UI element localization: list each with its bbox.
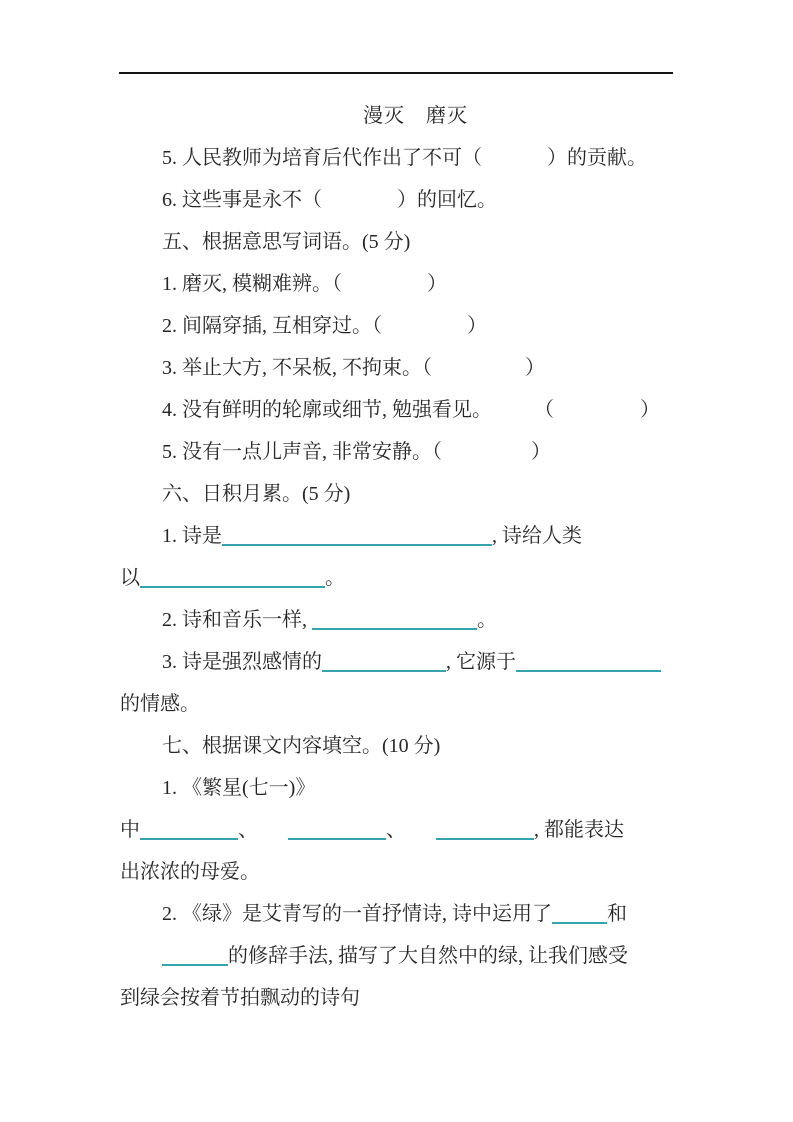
fill-text: 1. 诗是: [162, 525, 222, 547]
sentence-text: ）的回忆。: [397, 189, 497, 211]
seven-item-1-line-1: [120, 767, 673, 809]
definition-text: 2. 间隔穿插, 互相穿过。（: [162, 315, 382, 337]
fill-text: , 它源于: [446, 651, 516, 673]
definition-text: ）: [427, 273, 447, 295]
definition-text: 1. 磨灭, 模糊难辨。（: [162, 273, 342, 295]
definition-text: ）: [525, 357, 545, 379]
fill-text: 出浓浓的母爱。: [120, 861, 260, 883]
fill-text: 到绿会按着节拍飘动的诗句: [120, 987, 360, 1009]
answer-blank: [288, 838, 386, 840]
sentence-item-6: [120, 179, 673, 221]
definition-item-2: [120, 305, 673, 347]
sentence-text: 6. 这些事是永不（: [162, 189, 322, 211]
definition-text: ）: [640, 399, 660, 421]
definition-item-1: [120, 263, 673, 305]
definition-text: ）: [531, 441, 551, 463]
fill-text: 中: [120, 819, 140, 841]
answer-blank: [436, 838, 534, 840]
six-item-3-line-2: [120, 683, 673, 725]
definition-text: 4. 没有鲜明的轮廓或细节, 勉强看见。: [162, 399, 492, 421]
definition-item-4: [120, 389, 673, 431]
section-title-text: 五、根据意思写词语。(5 分): [162, 231, 411, 253]
seven-item-1-line-3: [120, 851, 673, 893]
separator-text: 、: [238, 819, 258, 841]
definition-text: 3. 举止大方, 不呆板, 不拘束。（: [162, 357, 432, 379]
definition-text: 5. 没有一点儿声音, 非常安静。（: [162, 441, 442, 463]
definition-item-5: [120, 431, 673, 473]
top-rule: [119, 72, 673, 74]
seven-item-2-line-2: [120, 935, 673, 977]
answer-blank: [322, 670, 446, 672]
fill-text: , 都能表达: [534, 819, 624, 841]
fill-text: 和: [607, 903, 627, 925]
fill-text: 。: [325, 567, 345, 589]
definition-text: ）: [467, 315, 487, 337]
word-bank-text: 漫灭 磨灭: [363, 105, 468, 127]
fill-text: 1. 《繁星(七一)》: [162, 777, 316, 799]
six-item-1-line-2: [120, 557, 673, 599]
sentence-text: 5. 人民教师为培育后代作出了不可（: [162, 147, 482, 169]
page-content: [120, 95, 673, 1019]
six-item-2: [120, 599, 673, 641]
fill-text: 的修辞手法, 描写了大自然中的绿, 让我们感受: [228, 945, 628, 967]
fill-text: 3. 诗是强烈感情的: [162, 651, 322, 673]
sentence-text: ）的贡献。: [547, 147, 647, 169]
answer-blank: [162, 964, 228, 966]
sentence-item-5: [120, 137, 673, 179]
word-bank: [120, 95, 673, 137]
section-seven-title: [120, 725, 673, 767]
fill-text: , 诗给人类: [492, 525, 582, 547]
seven-item-1-line-2: [120, 809, 673, 851]
answer-blank: [516, 670, 661, 672]
fill-text: 2. 《绿》是艾青写的一首抒情诗, 诗中运用了: [162, 903, 552, 925]
fill-text: 2. 诗和音乐一样,: [162, 609, 312, 631]
separator-text: 、: [386, 819, 406, 841]
definition-text: （: [534, 399, 554, 421]
answer-blank: [140, 838, 238, 840]
fill-text: 。: [477, 609, 497, 631]
six-item-1-line-1: [120, 515, 673, 557]
fill-text: 以: [120, 567, 140, 589]
section-six-title: [120, 473, 673, 515]
six-item-3-line-1: [120, 641, 673, 683]
seven-item-2-line-1: [120, 893, 673, 935]
section-title-text: 七、根据课文内容填空。(10 分): [162, 735, 441, 757]
answer-blank: [552, 922, 607, 924]
answer-blank: [222, 544, 492, 546]
answer-blank: [312, 628, 477, 630]
seven-item-2-line-3: [120, 977, 673, 1019]
section-five-title: [120, 221, 673, 263]
answer-blank: [140, 586, 325, 588]
section-title-text: 六、日积月累。(5 分): [162, 483, 351, 505]
definition-item-3: [120, 347, 673, 389]
fill-text: 的情感。: [120, 693, 200, 715]
